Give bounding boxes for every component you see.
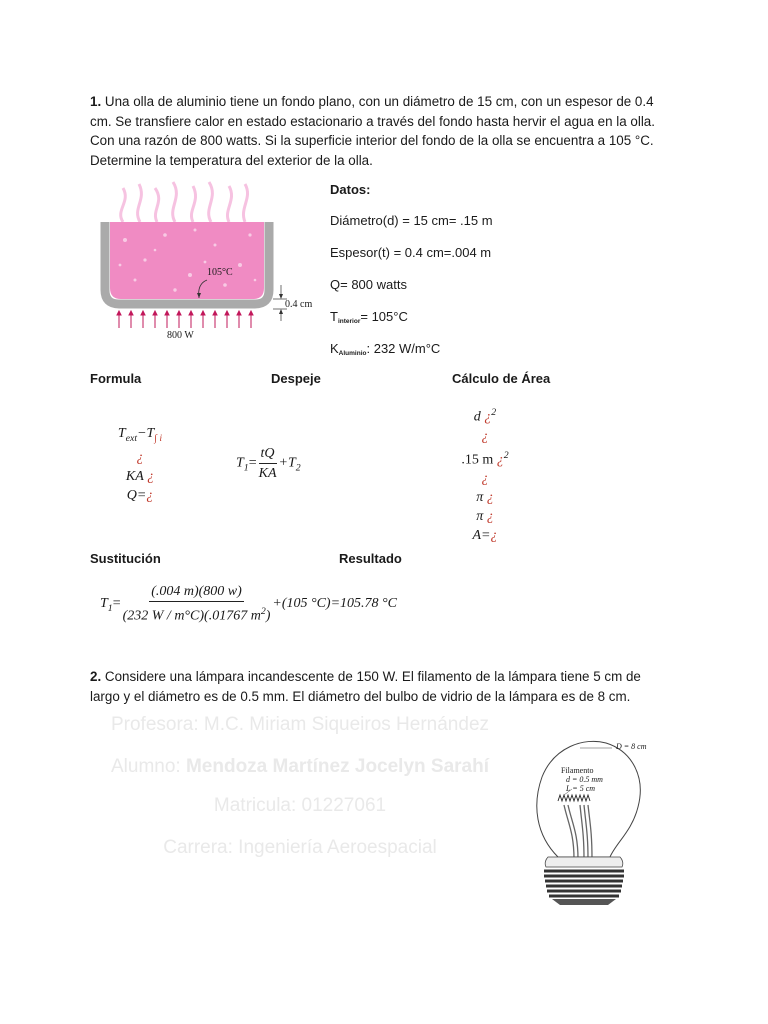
water [110,222,264,299]
filament-length: L = 5 cm [566,784,596,793]
bulb-figure [528,735,663,910]
problem-1-number: 1. [90,94,102,109]
pot-figure [95,180,325,350]
datos-q: Q= 800 watts [330,277,407,292]
bulb-neck [545,857,623,867]
filament-label [561,766,603,793]
area-line-5: π ¿ [476,490,494,506]
area-line-3: .15 m ¿$^2$ [461,449,509,468]
sustitucion-formula: $T_1=$ $\frac{(.004 m)(800 w)}{(232 W / m^\circ C)(.01767 m^2)}$ +(105 °C)=105.78 °C [100,584,397,624]
problem-2-line-3 [90,706,678,707]
screw-base [544,871,624,896]
datos-k-aluminio: KAluminio: 232 W/m°C [330,341,441,357]
header-calculo-area: Cálculo de Área [452,371,551,386]
bulb-contact [552,899,616,905]
filament-diameter: d = 0.5 mm [566,775,603,784]
bulb-glass [537,741,640,857]
steam-graphic [121,182,248,222]
watermark-matricula: Matricula: 01227061 [213,795,387,816]
header-despeje: Despeje [271,371,321,386]
formula-line-4: Q=¿ [126,487,154,503]
area-line-4: ¿ [481,471,489,487]
problem-2-text [90,667,678,707]
pot-temp-label: 105°C [207,267,233,278]
heat-arrows [117,311,253,328]
formula-line-1: $T_{ext}-T_{\int i}$ [117,426,163,444]
despeje-formula: $T_1=$ $\frac{tQ}{KA}$ $+T_2$ [236,446,301,481]
problem-2-line-1: 2. Considere una lámpara incandescente de 150 W. El filamento de la lámpara tiene 5 cm de [90,669,641,684]
area-block [445,403,525,545]
header-sustitucion: Sustitución [90,551,161,566]
area-line-1: d ¿$^2$ [473,407,497,425]
bulb-diameter-label: D = 8 cm [616,742,647,751]
header-formula: Formula [90,371,142,386]
pot-illustration [95,180,325,350]
pot-power-label: 800 W [167,330,194,341]
bulb-illustration [528,735,663,910]
filament-title: Filamento [561,766,594,775]
area-line-7: A=¿ [472,528,498,544]
problem-1-line-4: Determine la temperatura del exterior de la olla. [90,152,373,168]
problem-2-line-2: largo y el diámetro es de 0.5 mm. El diámetro del bulbo de vidrio de la lámpara es de 8 cm. [90,688,631,704]
problem-1-line-2: cm. Se transfiere calor en estado estacionario a través del fondo hasta hervir el agua en la olla. [90,113,655,129]
problem-1-line-3: Con una razón de 800 watts. Si la superficie interior del fondo de la olla se encuentra a 105 °C. [90,133,654,148]
area-line-6: π ¿ [476,509,494,525]
datos-t-interior: Tinterior= 105°C [330,309,408,325]
watermark-alumno: Alumno: Mendoza Martínez Jocelyn Sarahí [110,756,489,777]
datos-espesor: Espesor(t) = 0.4 cm=.004 m [330,245,492,260]
problem-1-line-1: 1. Una olla de aluminio tiene un fondo plano, con un diámetro de 15 cm, con un espesor de 0.4 [90,94,654,109]
problem-1-text [90,92,675,170]
formula-block [100,424,180,505]
formula-line-2: ¿ [136,449,144,465]
header-resultado: Resultado [339,551,402,566]
datos-title: Datos: [330,182,371,197]
datos-block [330,182,670,373]
datos-diametro: Diámetro(d) = 15 cm= .15 m [330,213,493,228]
watermark-carrera: Carrera: Ingeniería Aeroespacial [163,837,437,858]
area-line-2: ¿ [481,428,489,444]
watermark-profesora: Profesora: M.C. Miriam Siqueiros Hernández [110,714,490,735]
formula-line-3: KA ¿ [125,468,155,484]
problem-2-number: 2. [90,669,102,684]
pot-thickness-label: 0.4 cm [285,299,313,310]
